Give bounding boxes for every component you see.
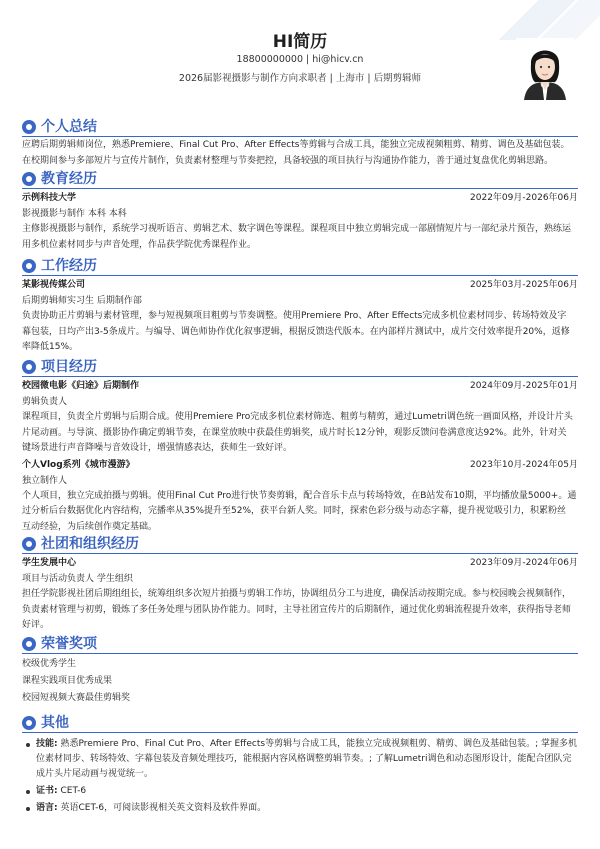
education-desc: 用多机位素材同步与声音处理，作品获学院优秀课程作业。 [22, 239, 257, 250]
list-item [36, 784, 578, 799]
entry-header-row [22, 457, 578, 473]
org-name: 学生发展中心 [22, 558, 77, 568]
section-header [22, 634, 578, 654]
project-name: 校园微电影《归途》后期制作 [22, 381, 140, 391]
section-divider [22, 732, 578, 733]
project-desc: 个人项目，独立完成拍摄与剪辑。使用Final Cut Pro进行快节奏剪辑，配合音乐卡点与转场特效，在B站发布10期，平均播放量5000+。通 [22, 490, 577, 501]
entry-header-row [22, 190, 578, 206]
project-desc: 键场景进行声音降噪与音效设计，增强情感表达，获师生一致好评。 [22, 443, 293, 453]
section-clubs [22, 534, 578, 634]
language-value: 英语CET-6，可阅读影视相关英文资料及软件界面。 [57, 803, 267, 813]
entry-header-row [22, 555, 578, 571]
date-range: 2023年09月-2024年06月 [470, 558, 578, 568]
summary-line: 在校期间参与多部短片与宣传片制作，负责素材整理与节奏把控，具备较强的项目执行与沟通协作能力，善于通过复盘优化剪辑思路。 [22, 155, 554, 166]
section-summary [22, 117, 578, 169]
section-bullet-icon [22, 716, 36, 730]
project-desc: 互动经验，为后续创作奠定基础。 [22, 521, 158, 532]
section-title: 其他 [41, 715, 69, 731]
person-avatar-icon [516, 38, 574, 100]
section-divider [22, 275, 578, 276]
section-bullet-icon [22, 537, 36, 551]
entry-header-row [22, 378, 578, 394]
section-title: 荣誉奖项 [41, 636, 97, 652]
section-title: 工作经历 [41, 258, 97, 274]
section-bullet-icon [22, 360, 36, 374]
section-title: 项目经历 [41, 359, 97, 375]
section-bullet-icon [22, 120, 36, 134]
section-header [22, 256, 578, 276]
company-name: 某影视传媒公司 [22, 280, 86, 290]
club-desc: 好评。 [22, 620, 50, 630]
skills-text: 熟悉Premiere Pro、Final Cut Pro、After Effects等剪辑与合成工具，能独立完成视频粗剪、精剪、调色及基础包装。; 掌握多机 [57, 739, 577, 749]
summary-line: 应聘后期剪辑师岗位，熟悉Premiere、Final Cut Pro、After Effects等剪辑与合成工具，能独立完成视频粗剪、精剪、调色及基础包装。 [22, 140, 570, 150]
section-divider [22, 653, 578, 654]
project-role: 独立制作人 [22, 475, 68, 486]
other-list [22, 737, 578, 816]
education-desc: 主修影视摄影与制作，系统学习视听语言、剪辑艺术、数字调色等课程。课程项目中独立剪辑完成一部剧情短片与一部纪录片预告，熟练运 [22, 224, 572, 234]
section-bullet-icon [22, 259, 36, 273]
list-item [36, 801, 578, 816]
section-honors [22, 634, 578, 707]
honor-item: 校园短视频大赛最佳剪辑奖 [22, 693, 131, 703]
date-range: 2023年10月-2024年05月 [470, 459, 578, 470]
school-name: 示例科技大学 [22, 193, 77, 203]
list-item [36, 737, 578, 782]
section-work [22, 256, 578, 356]
section-bullet-icon [22, 172, 36, 186]
section-header [22, 357, 578, 377]
skills-text: 成片头片尾动画与视觉统一。 [36, 769, 154, 779]
section-title: 个人总结 [41, 119, 97, 135]
section-header [22, 713, 578, 733]
work-desc: 率降低15%。 [22, 342, 79, 352]
section-divider [22, 376, 578, 377]
project-role: 剪辑负责人 [22, 397, 68, 407]
cert-value: CET-6 [57, 786, 87, 796]
honor-item: 校级优秀学生 [22, 659, 77, 669]
org-role: 项目与活动负责人 学生组织 [22, 574, 133, 584]
project-desc: 课程项目，负责全片剪辑与后期合成。使用Premiere Pro完成多机位素材筛选、粗剪与精剪，通过Lumetri调色统一画面风格，并设计片头 [22, 412, 573, 422]
section-divider [22, 553, 578, 554]
section-other [22, 713, 578, 816]
project-name: 个人Vlog系列《城市漫游》 [22, 459, 135, 470]
skills-label: 技能: [36, 739, 58, 749]
section-header [22, 169, 578, 189]
work-desc: 负责协助正片剪辑与素材管理，参与短视频项目粗剪与节奏调整。使用Premiere Pro、After Effects完成多机位素材同步、转场特效及字 [22, 311, 567, 321]
section-header [22, 117, 578, 137]
work-desc: 幕包装，日均产出3-5条成片。与编导、调色师协作优化叙事逻辑，根据反馈迭代版本。在内部样片测试中，成片交付效率提升20%，返修 [22, 326, 570, 337]
section-title: 教育经历 [41, 171, 97, 187]
language-label: 语言: [36, 803, 58, 813]
section-education [22, 169, 578, 253]
club-desc: 担任学院影视社团后期组组长，统筹组织多次短片拍摄与剪辑工作坊，协调组员分工与进度，确保活动按期完成。参与校园晚会视频制作， [22, 589, 572, 599]
section-bullet-icon [22, 637, 36, 651]
honor-item: 课程实践项目优秀成果 [22, 676, 113, 686]
date-range: 2025年03月-2025年06月 [470, 280, 578, 290]
job-role: 后期剪辑师实习生 后期制作部 [22, 296, 142, 306]
resume-name: HI简历 [272, 32, 328, 52]
date-range: 2024年09月-2025年01月 [470, 381, 578, 391]
section-projects [22, 357, 578, 535]
contact-info: 18800000000 | hi@hicv.cn [236, 54, 364, 65]
project-desc: 过分析后台数据优化内容结构，完播率从35%提升至52%，获平台新人奖。同时，探索色彩分级与动态字幕，提升视觉吸引力，积累粉丝 [22, 506, 567, 516]
project-desc: 片尾动画。与导演、摄影协作确定剪辑节奏，在课堂放映中获最佳剪辑奖，成片时长12分钟，观影反馈问卷满意度达92%。此外，针对关 [22, 427, 567, 438]
section-divider [22, 136, 578, 137]
skills-text: 位素材同步、转场特效、字幕包装及音频处理技巧，能根据内容风格调整剪辑节奏。; 了解Lumetri调色和动态图形设计，能配合团队完 [36, 754, 572, 764]
job-intent: 2026届影视摄影与制作方向求职者 | 上海市 | 后期剪辑师 [178, 73, 422, 84]
section-divider [22, 188, 578, 189]
cert-label: 证书: [36, 786, 58, 796]
entry-header-row [22, 277, 578, 293]
degree-info: 影视摄影与制作 本科 本科 [22, 209, 127, 219]
date-range: 2022年09月-2026年06月 [470, 193, 578, 203]
section-header [22, 534, 578, 554]
profile-photo [516, 38, 574, 100]
section-title: 社团和组织经历 [41, 536, 139, 552]
club-desc: 负责素材管理与初剪，锻炼了多任务处理与团队协作能力。同时，主导社团宣传片的后期制作，通过优化剪辑流程提升效率，获得指导老师 [22, 604, 572, 615]
